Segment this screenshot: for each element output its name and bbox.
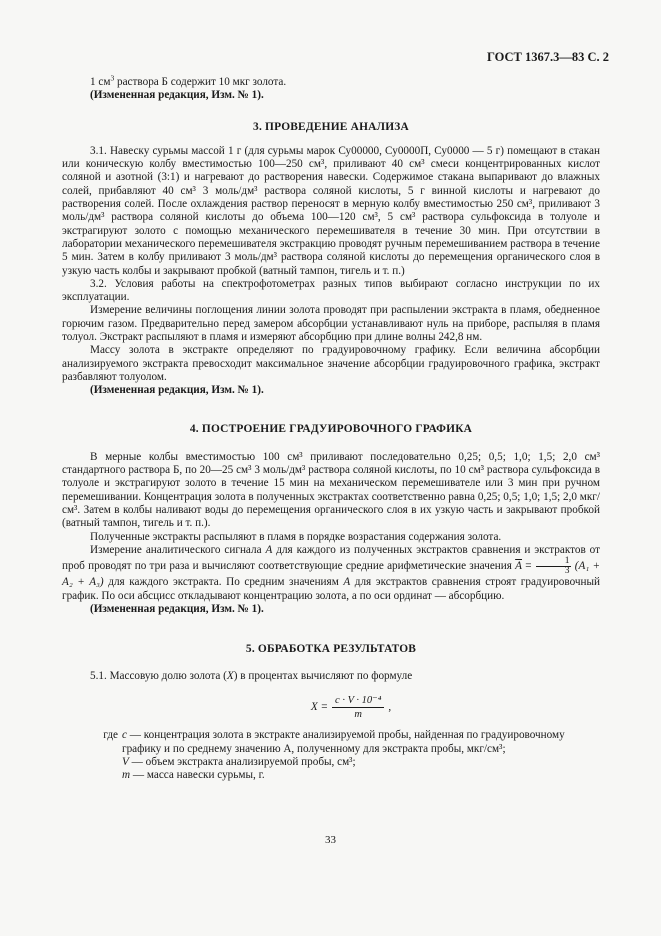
edit-note: (Измененная редакция, Изм. № 1). (90, 89, 264, 102)
intro-line: 1 $см^3$ раствора Б содержит 10 мкг золота. (90, 73, 287, 88)
paragraph-5-1: 5.1. Массовую долю золота (X) в процентах вычисляют по формуле (90, 670, 413, 683)
formula: X = $\frac{\text{c · V · 10⁻⁴}}{m}$ , (310, 694, 392, 720)
paragraph-4-3: Измерение аналитического сигнала A для каждого из полученных экстрактов сравнения и экстрактов от проб проводят по три раза и вычисляют соответствующие средние арифметические значения $\overline{A}$ = $\frac{1}{3}$ (A₁ + A₂ + A₃) для каждого экстракта. По средним значениям A для экстрактов сравнения строят градуировочный график. По оси абсцисс откладывают концентрацию золота, а по оси ординат — абсорбцию. (62, 543, 601, 602)
section-3-title: 3. ПРОВЕДЕНИЕ АНАЛИЗА (253, 120, 409, 133)
section-4-title: 4. ПОСТРОЕНИЕ ГРАДУИРОВОЧНОГО ГРАФИКА (189, 422, 473, 435)
definition-v: V — объем экстракта анализируемой пробы, см³; (122, 755, 356, 768)
paragraph-3-2: 3.2. Условия работы на спектрофотометрах разных типов выбирают согласно инструкции по их эксплуатации. (62, 277, 600, 304)
page-header: ГОСТ 1367.3—83 С. 2 (486, 50, 609, 64)
formula-fraction: $\frac{\text{c · V · 10⁻⁴}}{m}$ (332, 694, 384, 722)
definition-m: m — масса навески сурьмы, г. (122, 769, 265, 782)
edit-note: (Измененная редакция, Изм. № 1). (90, 384, 264, 397)
paragraph-3-3: Измерение величины поглощения линии золота проводят при распылении экстракта в пламя, обедненное горючим газом. Предварительно перед замером абсорбции устанавливают нуль на приборе, распыляя в пламя толуол. Экстракт распыляют в пламя и измеряют абсорбцию при длине волны 242,8 нм. (62, 304, 600, 344)
paragraph-3-1: 3.1. Навеску сурьмы массой 1 г (для сурьмы марок Су00000, Су0000П, Су0000 — 5 г) помещают в стакан или коническую колбу вместимостью 100—250 см³, приливают 40 см³ смеси концентрированных кислот соляной и азотной (3:1) и нагревают до растворения навески. Содержимое стакана выпаривают до влажных солей, прибавляют 40 см³ 3 моль/дм³ раствора соляной кислоты, 5 г винной кислоты и нагревают до растворения солей. После охлаждения раствор переносят в мерную колбу вместимостью 250 см³, приливают 3 моль/дм³ раствора соляной кислоты до объема 100—120 см³, 5 см³ раствора сульфоксида в толуоле и экстрагируют золото с помощью механического перемешивателя в течение 30 мин. При отсутствии в лаборатории механического перемешивателя экстракцию проводят ручным перемешиванием раствора в течение 5 мин. Затем в колбу приливают 3 моль/дм³ раствора соляной кислоты до перемещения органического слоя в узкую часть колбы и закрывают пробкой (ватный тампон, тигель и т. п.) (62, 144, 600, 277)
paragraph-3-4: Массу золота в экстракте определяют по градуировочному графику. Если величина абсорбции анализируемого экстракта превосходит максимальное значение абсорбции градуировочного графика, экстракт разбавляют толуолом. (62, 344, 600, 383)
variable-definitions: где c — концентрация золота в экстракте анализируемой пробы, найденная по градуировочному графику и по среднему значению A, полученному для экстракта пробы, мкг/см³; V — объем экстракта анализируемой пробы, см³; m — масса навески сурьмы, г. (62, 729, 600, 782)
edit-note: (Измененная редакция, Изм. № 1). (90, 602, 264, 615)
section-5-title: 5. ОБРАБОТКА РЕЗУЛЬТАТОВ (245, 643, 417, 656)
page-number: 33 (325, 834, 336, 846)
paragraph-4-1: В мерные колбы вместимостью 100 см³ приливают последовательно 0,25; 0,5; 1,0; 1,5; 2,0 см³ стандартного раствора Б, по 20—25 см³ 3 моль/дм³ раствора соляной кислоты, по 10 см³ раствора сульфоксида в толуоле и экстрагируют золото в течение 15 мин на механическом перемешивателе или 3 мин при ручном перемешивании. Концентрация золота в полученных экстрактах соответственно равна 0,25; 0,5; 1,0; 1,5; 2,0 мкг/см³. Затем в колбы наливают воды до перемещения органического слоя в их узкую часть и закрывают пробкой (ватный тампон, тигель и т. п.). (62, 450, 600, 530)
definition-c: c — концентрация золота в экстракте анализируемой пробы, найденная по градуировочному графику и по среднему значению A, полученному для экстракта пробы, мкг/см³; (122, 729, 565, 755)
page-content (62, 73, 601, 782)
paragraph-4-2: Полученные экстракты распыляют в пламя в порядке возрастания содержания золота. (90, 530, 502, 543)
one-third-fraction: $\frac{1}{3}$ (536, 557, 571, 576)
